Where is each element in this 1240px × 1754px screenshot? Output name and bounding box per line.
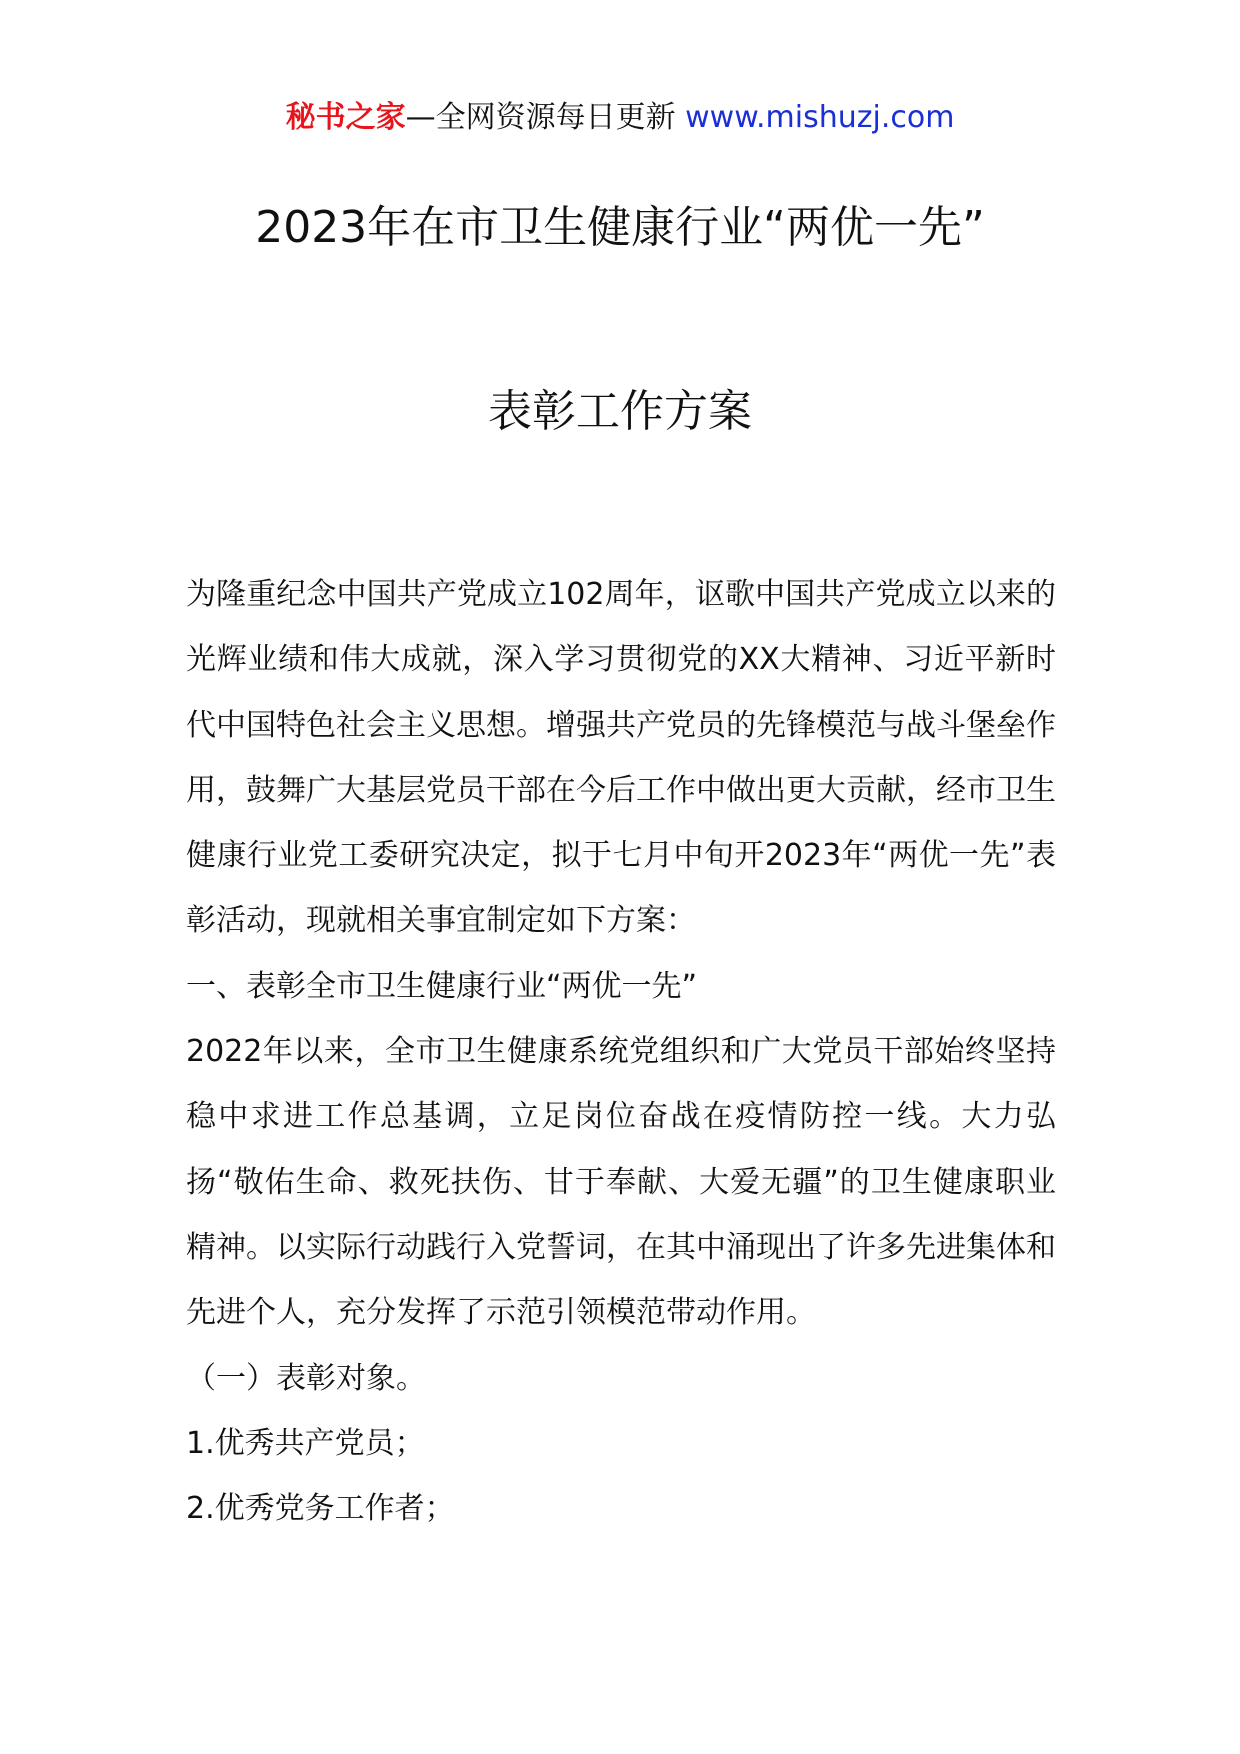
site-url-link[interactable]: www.mishuzj.com: [685, 100, 955, 135]
subsection-heading: （一）表彰对象。: [186, 1360, 426, 1396]
document-title-line-1: 2023年在市卫生健康行业“两优一先”: [255, 202, 985, 253]
list-item: 2.优秀党务工作者；: [186, 1491, 455, 1527]
document-title-line-2: 表彰工作方案: [488, 386, 752, 437]
section-paragraph: 2022年以来，全市卫生健康系统党组织和广大党员干部始终坚持稳中求进工作总基调，立足岗位奋战在疫情防控一线。大力弘扬“敬佑生命、救死扶伤、甘于奉献、大爱无疆”的卫生健康职业精神。以实际行动践行入党誓词，在其中涌现出了许多先进集体和先进个人，充分发挥了示范引领模范带动作用。: [186, 1034, 1056, 1331]
brand-name: 秘书之家: [285, 100, 406, 135]
list-item: 1.优秀共产党员；: [186, 1425, 425, 1461]
site-header: [0, 98, 1240, 138]
header-slogan: —全网资源每日更新: [405, 100, 686, 135]
document-body: [186, 562, 1056, 1541]
intro-paragraph: 为隆重纪念中国共产党成立102周年，讴歌中国共产党成立以来的光辉业绩和伟大成就，深入学习贯彻党的XX大精神、习近平新时代中国特色社会主义思想。增强共产党员的先锋模范与战斗堡垒作用，鼓舞广大基层党员干部在今后工作中做出更大贡献，经市卫生健康行业党工委研究决定，拟于七月中旬开2023年“两优一先”表彰活动，现就相关事宜制定如下方案：: [186, 577, 1056, 939]
section-heading: 一、表彰全市卫生健康行业“两优一先”: [186, 968, 698, 1004]
